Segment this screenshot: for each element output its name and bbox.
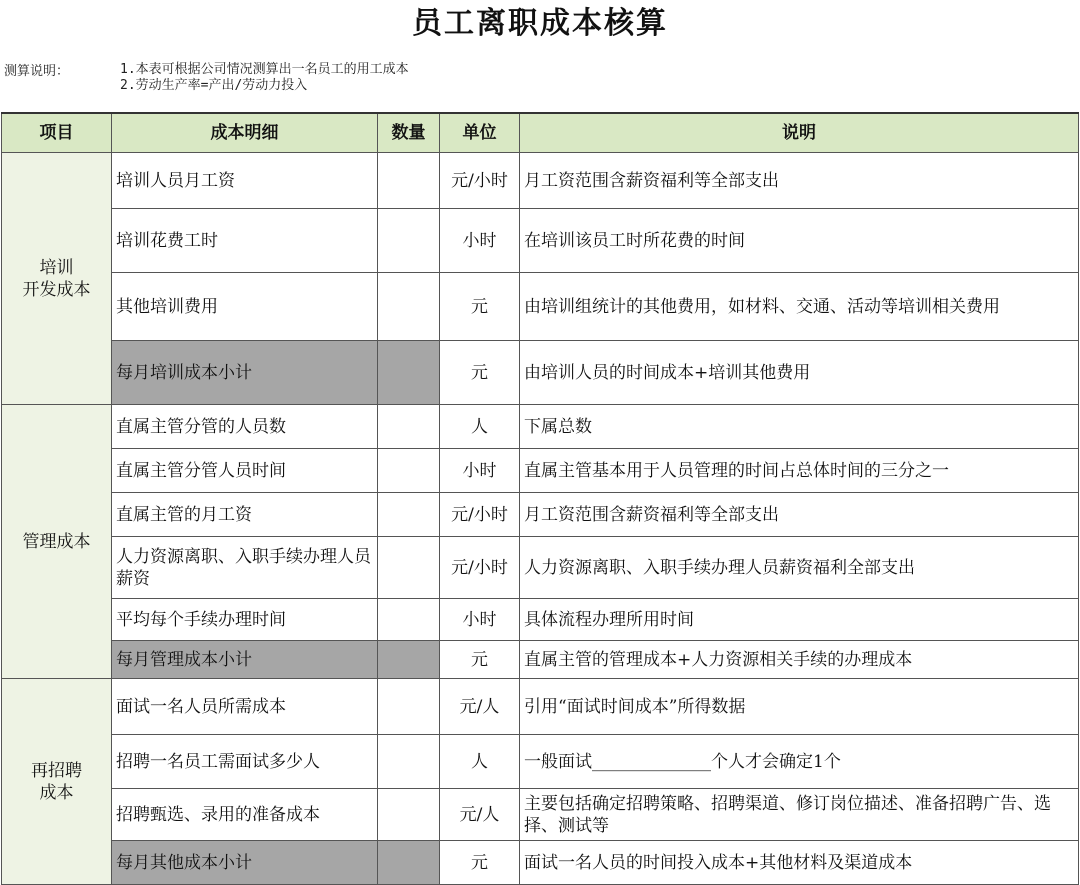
header-unit: 单位	[440, 113, 520, 153]
unit-cell: 元	[440, 841, 520, 885]
unit-cell: 小时	[440, 449, 520, 493]
quantity-cell[interactable]	[378, 599, 440, 641]
quantity-cell[interactable]	[378, 209, 440, 273]
quantity-cell[interactable]	[378, 493, 440, 537]
quantity-cell[interactable]	[378, 735, 440, 789]
page-title: 员工离职成本核算	[412, 6, 668, 41]
table-row	[2, 209, 1079, 273]
subtotal-row	[2, 341, 1079, 405]
table-header-row	[2, 113, 1079, 153]
header-description: 说明	[520, 113, 1079, 153]
description-cell: 人力资源离职、入职手续办理人员薪资福利全部支出	[520, 537, 1079, 599]
item-cell: 面试一名人员所需成本	[112, 679, 378, 735]
item-cell: 每月培训成本小计	[112, 341, 378, 405]
table-row	[2, 493, 1079, 537]
quantity-cell[interactable]	[378, 679, 440, 735]
unit-cell: 元	[440, 641, 520, 679]
table-body	[2, 153, 1079, 885]
quantity-cell[interactable]	[378, 841, 440, 885]
notes-line-2: 2.劳动生产率=产出/劳动力投入	[120, 78, 308, 93]
description-cell: 直属主管的管理成本+人力资源相关手续的办理成本	[520, 641, 1079, 679]
unit-cell: 小时	[440, 209, 520, 273]
quantity-cell[interactable]	[378, 641, 440, 679]
description-cell: 面试一名人员的时间投入成本+其他材料及渠道成本	[520, 841, 1079, 885]
item-cell: 培训花费工时	[112, 209, 378, 273]
description-cell: 在培训该员工时所花费的时间	[520, 209, 1079, 273]
item-cell: 培训人员月工资	[112, 153, 378, 209]
quantity-cell[interactable]	[378, 153, 440, 209]
unit-cell: 元/小时	[440, 537, 520, 599]
header-quantity: 数量	[378, 113, 440, 153]
table-row	[2, 153, 1079, 209]
quantity-cell[interactable]	[378, 537, 440, 599]
table-row	[2, 735, 1079, 789]
item-cell: 每月其他成本小计	[112, 841, 378, 885]
item-cell: 平均每个手续办理时间	[112, 599, 378, 641]
category-cell: 管理成本	[2, 405, 112, 679]
description-cell: 下属总数	[520, 405, 1079, 449]
quantity-cell[interactable]	[378, 449, 440, 493]
unit-cell: 人	[440, 405, 520, 449]
subtotal-row	[2, 841, 1079, 885]
table-row	[2, 273, 1079, 341]
description-cell: 主要包括确定招聘策略、招聘渠道、修订岗位描述、准备招聘广告、选择、测试等	[520, 789, 1079, 841]
table-row	[2, 405, 1079, 449]
quantity-cell[interactable]	[378, 341, 440, 405]
description-cell: 直属主管基本用于人员管理的时间占总体时间的三分之一	[520, 449, 1079, 493]
table-row	[2, 679, 1079, 735]
category-cell: 培训 开发成本	[2, 153, 112, 405]
description-cell: 由培训人员的时间成本+培训其他费用	[520, 341, 1079, 405]
item-cell: 直属主管分管人员时间	[112, 449, 378, 493]
description-cell: 月工资范围含薪资福利等全部支出	[520, 153, 1079, 209]
notes-label: 测算说明：	[4, 64, 70, 79]
quantity-cell[interactable]	[378, 273, 440, 341]
unit-cell: 元/小时	[440, 493, 520, 537]
header-project: 项目	[2, 113, 112, 153]
item-cell: 直属主管的月工资	[112, 493, 378, 537]
item-cell: 直属主管分管的人员数	[112, 405, 378, 449]
table-row	[2, 599, 1079, 641]
item-cell: 每月管理成本小计	[112, 641, 378, 679]
header-cost-detail: 成本明细	[112, 113, 378, 153]
unit-cell: 元/小时	[440, 153, 520, 209]
notes-line-1: 1.本表可根据公司情况测算出一名员工的用工成本	[120, 62, 409, 77]
item-cell: 其他培训费用	[112, 273, 378, 341]
category-cell: 再招聘 成本	[2, 679, 112, 885]
unit-cell: 元/人	[440, 679, 520, 735]
cost-table	[1, 112, 1079, 885]
item-cell: 招聘一名员工需面试多少人	[112, 735, 378, 789]
item-cell: 招聘甄选、录用的准备成本	[112, 789, 378, 841]
quantity-cell[interactable]	[378, 405, 440, 449]
unit-cell: 元	[440, 341, 520, 405]
table-row	[2, 449, 1079, 493]
description-cell: 一般面试______________个人才会确定1个	[520, 735, 1079, 789]
description-cell: 引用“面试时间成本”所得数据	[520, 679, 1079, 735]
unit-cell: 元/人	[440, 789, 520, 841]
unit-cell: 元	[440, 273, 520, 341]
subtotal-row	[2, 641, 1079, 679]
unit-cell: 小时	[440, 599, 520, 641]
description-cell: 由培训组统计的其他费用，如材料、交通、活动等培训相关费用	[520, 273, 1079, 341]
quantity-cell[interactable]	[378, 789, 440, 841]
item-cell: 人力资源离职、入职手续办理人员薪资	[112, 537, 378, 599]
table-row	[2, 789, 1079, 841]
table-row	[2, 537, 1079, 599]
unit-cell: 人	[440, 735, 520, 789]
description-cell: 月工资范围含薪资福利等全部支出	[520, 493, 1079, 537]
description-cell: 具体流程办理所用时间	[520, 599, 1079, 641]
